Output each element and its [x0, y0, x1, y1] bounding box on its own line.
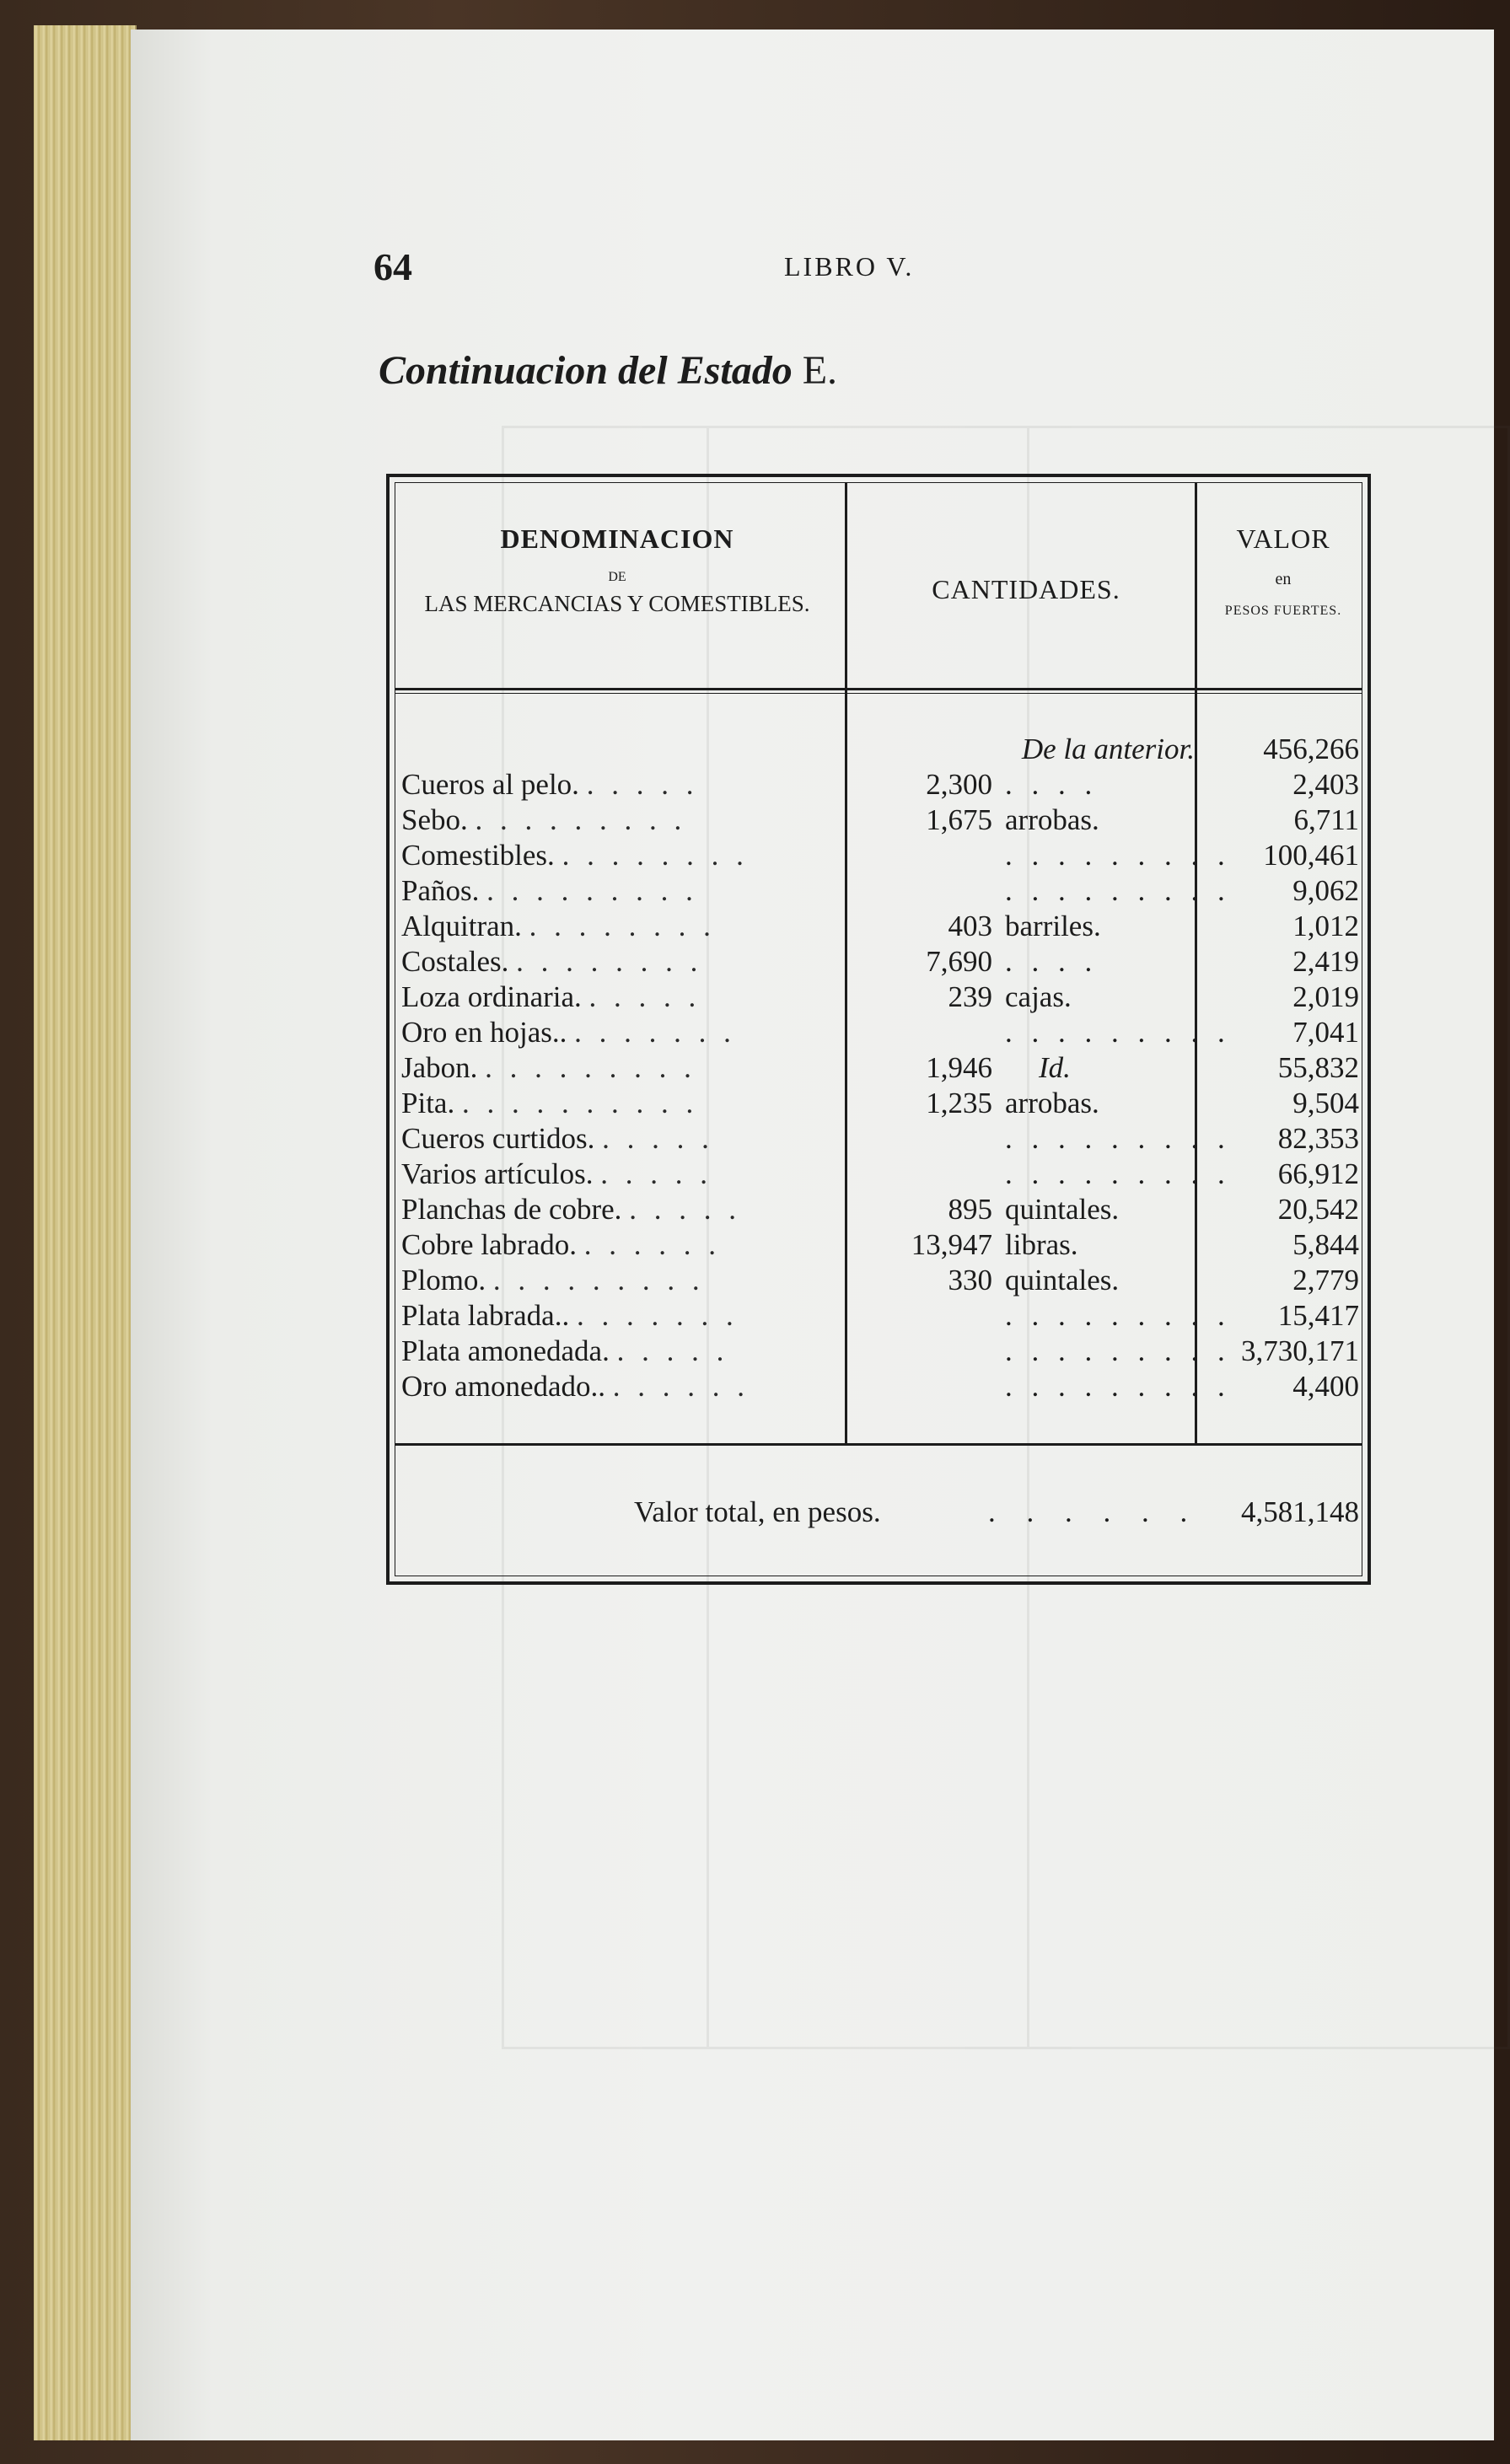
- item-unit: . . . . . . . . .: [1005, 1334, 1231, 1367]
- item-name: Plata labrada.. . . . . . . .: [401, 1299, 739, 1332]
- table-row: [390, 1121, 1368, 1157]
- item-value: 66,912: [1277, 1157, 1359, 1190]
- table-row: [390, 767, 1368, 803]
- item-unit: barriles.: [1005, 910, 1101, 942]
- table-row: [390, 980, 1368, 1015]
- title-letter: E.: [802, 348, 838, 393]
- item-name: Comestibles. . . . . . . . .: [401, 839, 749, 872]
- table-row: [390, 909, 1368, 944]
- item-name: Jabon. . . . . . . . . .: [401, 1051, 696, 1084]
- item-unit: . . . .: [1005, 945, 1099, 978]
- item-unit: arrobas.: [1005, 1087, 1099, 1119]
- header-divider: [395, 688, 1362, 690]
- total-divider: [395, 1443, 1362, 1446]
- item-value: 6,711: [1293, 803, 1359, 836]
- header-valor-line3: PESOS FUERTES.: [1224, 604, 1342, 618]
- item-name: Cobre labrado. . . . . . .: [401, 1228, 721, 1261]
- table-row: [390, 1227, 1368, 1263]
- item-value: 5,844: [1292, 1228, 1359, 1261]
- item-unit: libras.: [1005, 1228, 1078, 1261]
- item-unit: Id.: [1039, 1051, 1071, 1084]
- item-value: 100,461: [1263, 839, 1359, 872]
- item-quantity: 403: [948, 910, 992, 942]
- item-value: 55,832: [1277, 1051, 1359, 1084]
- item-value: 9,062: [1292, 874, 1359, 907]
- item-name: Loza ordinaria. . . . . .: [401, 980, 701, 1013]
- table-row: [390, 1015, 1368, 1050]
- total-value: 4,581,148: [1241, 1495, 1359, 1528]
- table-row: [390, 1192, 1368, 1227]
- table-row: [390, 1157, 1368, 1192]
- table-row: [390, 1086, 1368, 1121]
- table-row: [390, 1369, 1368, 1404]
- item-name: Pita. . . . . . . . . . .: [401, 1087, 699, 1119]
- item-value: 9,504: [1292, 1087, 1359, 1119]
- carry-row: [390, 732, 1368, 767]
- page-number: 64: [373, 245, 412, 288]
- page-title: [0, 347, 1355, 394]
- item-quantity: 7,690: [926, 945, 992, 978]
- item-value: 1,012: [1292, 910, 1359, 942]
- table-row: [390, 944, 1368, 980]
- item-name: Planchas de cobre. . . . . .: [401, 1193, 741, 1226]
- running-head: LIBRO V.: [784, 251, 915, 282]
- item-unit: . . . . . . . . .: [1005, 874, 1231, 907]
- header-valor-line1: VALOR: [1236, 523, 1330, 554]
- item-unit: . . . . . . . . .: [1005, 1370, 1231, 1403]
- item-value: 2,019: [1292, 980, 1359, 1013]
- item-value: 2,403: [1292, 768, 1359, 801]
- item-quantity: 239: [948, 980, 992, 1013]
- header-denominacion-line2: DE: [608, 570, 626, 584]
- item-value: 15,417: [1277, 1299, 1359, 1332]
- item-unit: . . . . . . . . .: [1005, 1122, 1231, 1155]
- carry-value: 456,266: [1263, 733, 1359, 765]
- item-name: Varios artículos. . . . . .: [401, 1157, 712, 1190]
- item-quantity: 2,300: [926, 768, 992, 801]
- item-value: 2,419: [1292, 945, 1359, 978]
- item-value: 82,353: [1277, 1122, 1359, 1155]
- header-divider-thin: [395, 693, 1362, 694]
- item-unit: cajas.: [1005, 980, 1072, 1013]
- item-unit: quintales.: [1005, 1264, 1120, 1296]
- table-row: [390, 838, 1368, 873]
- item-name: Paños. . . . . . . . . .: [401, 874, 698, 907]
- item-unit: . . . . . . . . .: [1005, 839, 1231, 872]
- item-quantity: 1,235: [926, 1087, 992, 1119]
- item-quantity: 1,675: [926, 803, 992, 836]
- item-name: Sebo. . . . . . . . . .: [401, 803, 687, 836]
- item-value: 4,400: [1292, 1370, 1359, 1403]
- title-italic: Continuacion del Estado: [378, 348, 793, 393]
- table-row: [390, 1334, 1368, 1369]
- item-name: Alquitran. . . . . . . . .: [401, 910, 716, 942]
- table-row: [390, 1298, 1368, 1334]
- item-name: Plata amonedada. . . . . .: [401, 1334, 729, 1367]
- header-valor-line2: en: [1275, 570, 1292, 588]
- header-denominacion-line3: LAS MERCANCIAS Y COMESTIBLES.: [424, 591, 810, 616]
- item-quantity: 13,947: [911, 1228, 992, 1261]
- table-row: [390, 1050, 1368, 1086]
- table-row: [390, 873, 1368, 909]
- header-denominacion-line1: DENOMINACION: [500, 523, 734, 554]
- total-leader-dots: . . . . . .: [988, 1495, 1200, 1528]
- item-value: 2,779: [1292, 1264, 1359, 1296]
- item-name: Oro en hojas.. . . . . . . .: [401, 1016, 736, 1049]
- item-unit: . . . . . . . . .: [1005, 1157, 1231, 1190]
- item-name: Cueros curtidos. . . . . .: [401, 1122, 714, 1155]
- item-unit: . . . . . . . . .: [1005, 1299, 1231, 1332]
- item-quantity: 1,946: [926, 1051, 992, 1084]
- table-row: [390, 803, 1368, 838]
- item-value: 20,542: [1277, 1193, 1359, 1226]
- header-cantidades: CANTIDADES.: [932, 574, 1120, 604]
- item-unit: . . . .: [1005, 768, 1099, 801]
- item-name: Cueros al pelo. . . . . .: [401, 768, 699, 801]
- table-row: [390, 1263, 1368, 1298]
- item-name: Costales. . . . . . . . .: [401, 945, 703, 978]
- item-name: Oro amonedado.. . . . . . .: [401, 1370, 750, 1403]
- item-unit: . . . . . . . . .: [1005, 1016, 1231, 1049]
- item-unit: quintales.: [1005, 1193, 1120, 1226]
- item-name: Plomo. . . . . . . . . .: [401, 1264, 705, 1296]
- estado-table: [386, 474, 1371, 1585]
- item-value: 7,041: [1292, 1016, 1359, 1049]
- item-value: 3,730,171: [1241, 1334, 1359, 1367]
- item-quantity: 895: [948, 1193, 992, 1226]
- item-unit: arrobas.: [1005, 803, 1099, 836]
- carry-label: De la anterior.: [1021, 733, 1195, 765]
- total-label: Valor total, en pesos.: [634, 1495, 881, 1528]
- item-quantity: 330: [948, 1264, 992, 1296]
